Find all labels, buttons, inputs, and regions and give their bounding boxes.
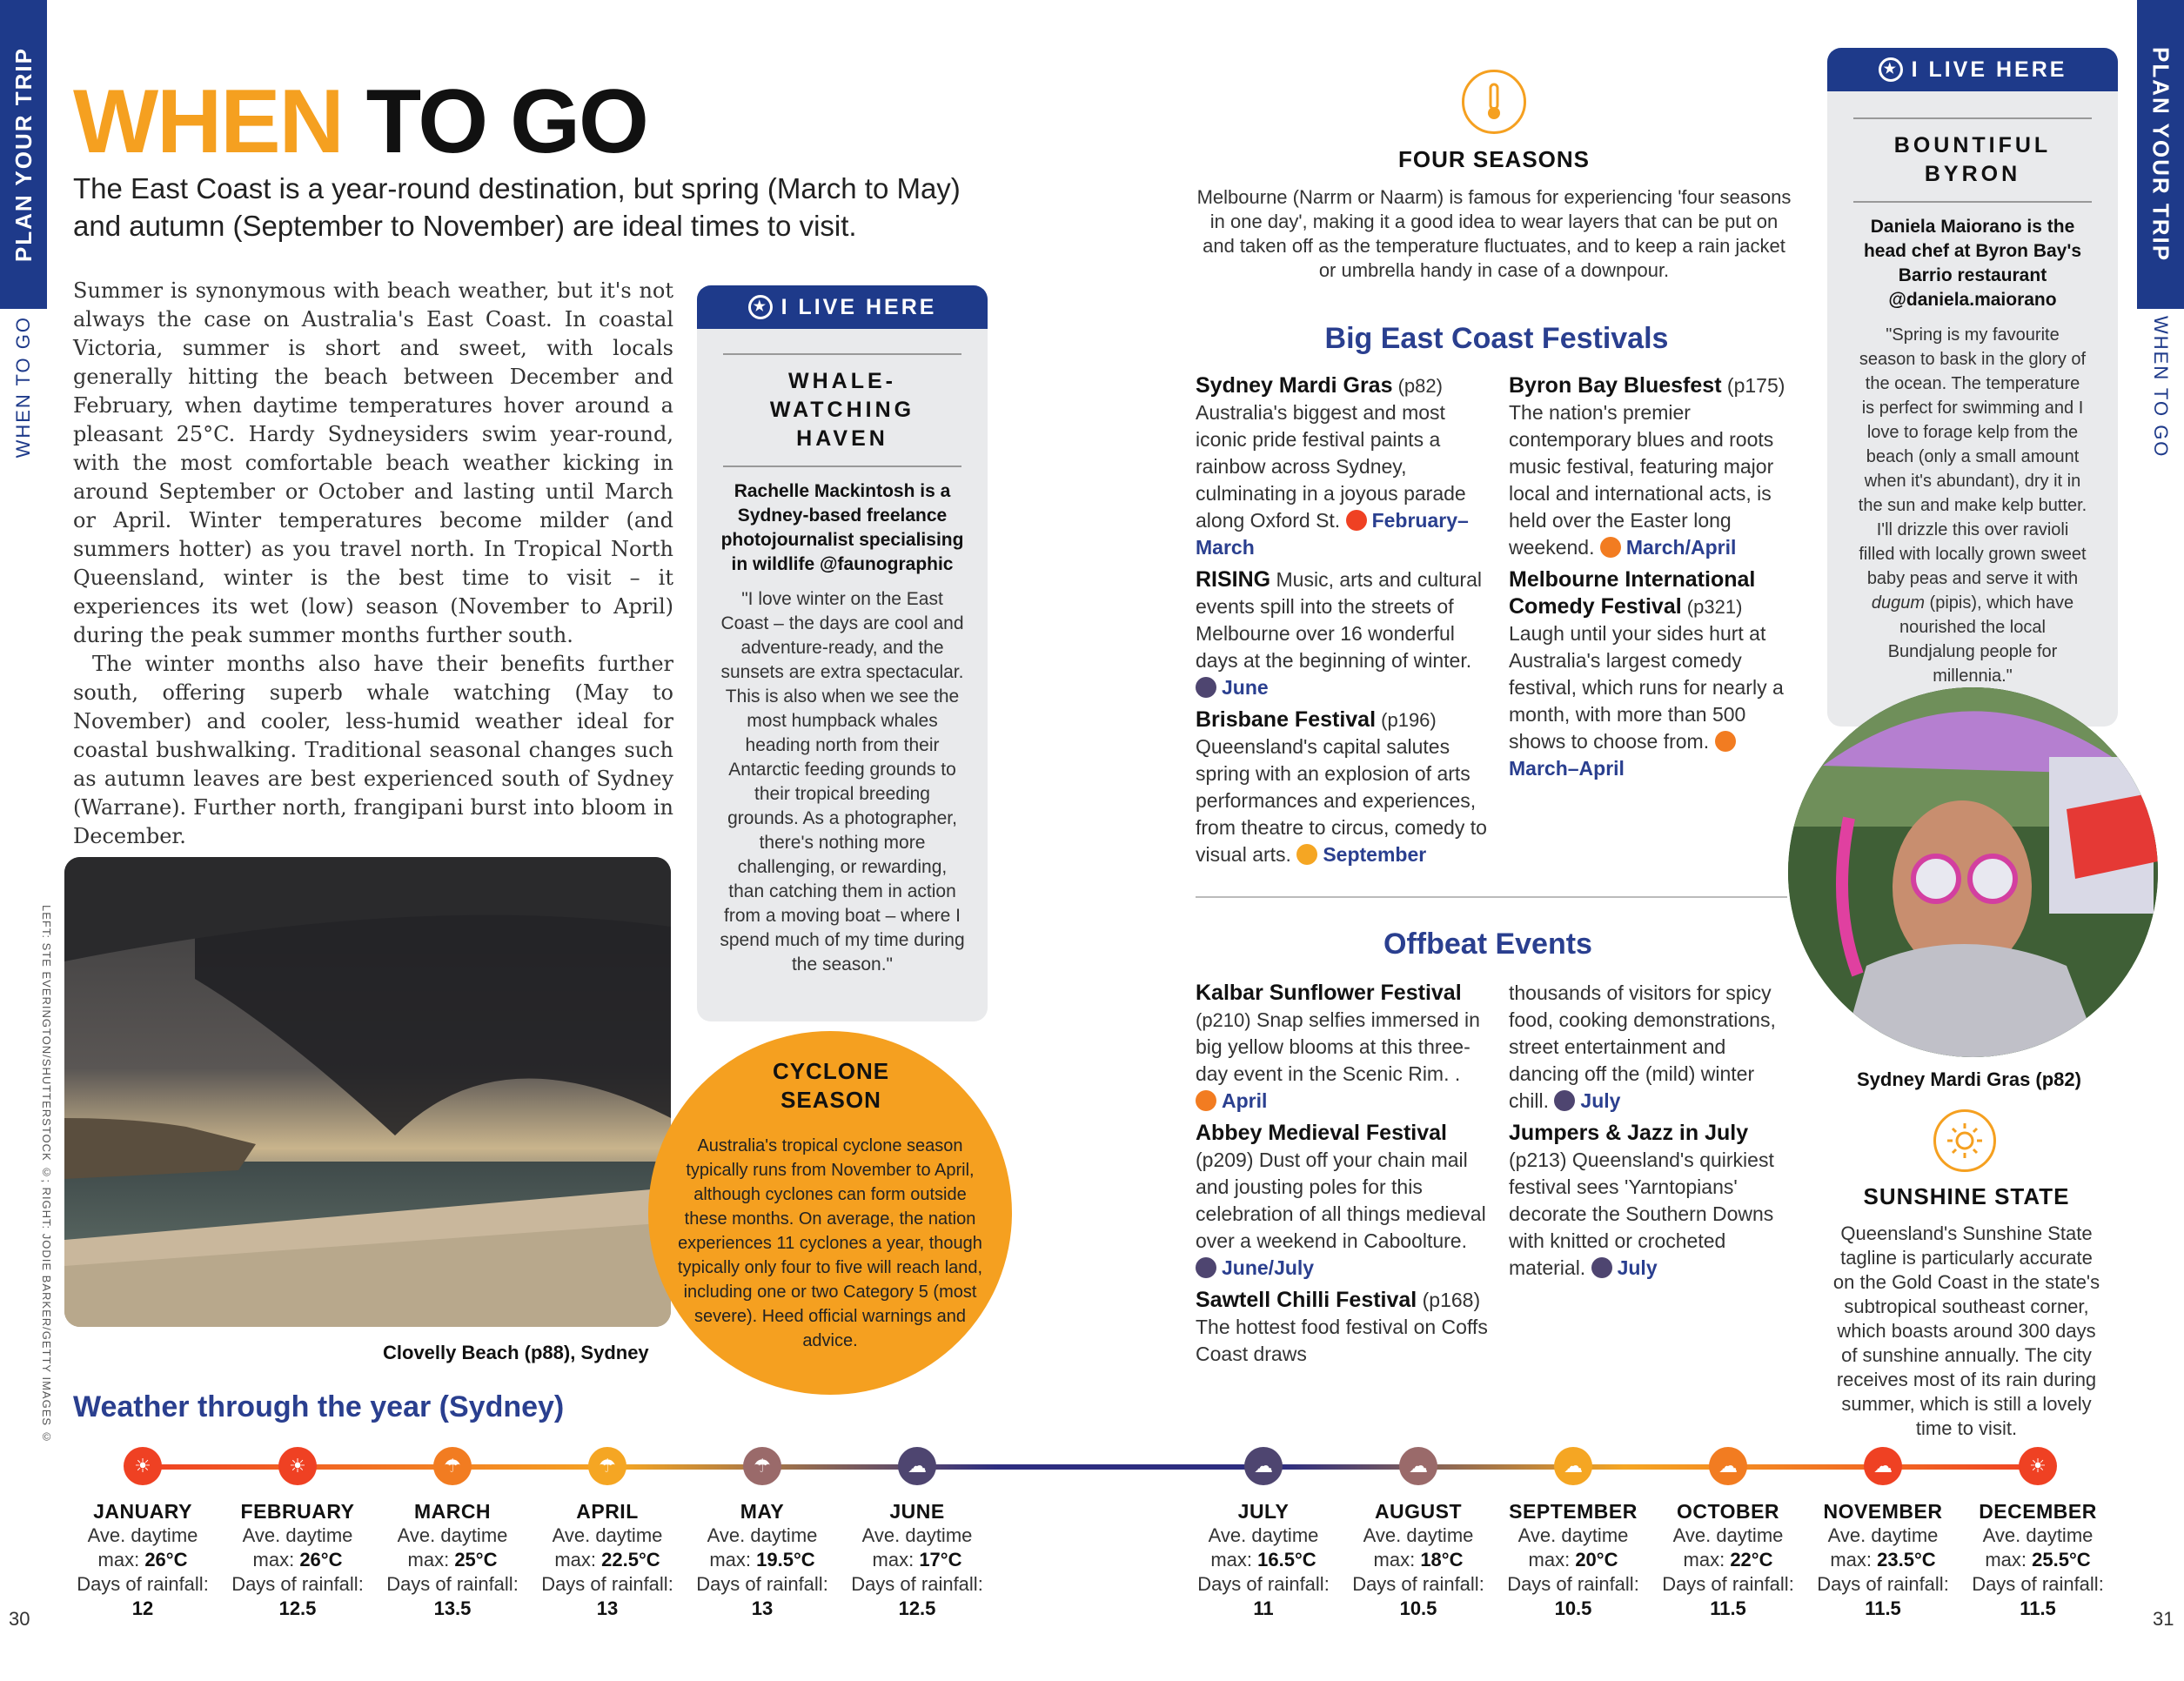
sun-hot-icon: ☀ [124, 1447, 162, 1485]
weather-month-december [1968, 1500, 2107, 1621]
month-name: SEPTEMBER [1509, 1500, 1638, 1523]
festival-name: RISING [1196, 567, 1271, 592]
sun-hot-icon: ☀ [2019, 1447, 2057, 1485]
festival-name: Jumpers & Jazz in July [1509, 1121, 1749, 1145]
festivals-col-1 [1196, 372, 1491, 874]
temp-max: max: 19.5°C [709, 1549, 815, 1570]
festival-name: Abbey Medieval Festival [1196, 1121, 1448, 1145]
festival-when: March–April [1509, 757, 1625, 780]
page-number-right: 31 [2153, 1608, 2174, 1630]
rain-label: Days of rainfall: [386, 1573, 519, 1595]
i-live-here-header: ★ I LIVE HERE [697, 285, 988, 329]
sidebar-left-sub: WHEN TO GO [12, 316, 34, 459]
temp-label: Ave. daytime [242, 1524, 353, 1546]
photo-right-caption: Sydney Mardi Gras (p82) [1857, 1068, 2081, 1090]
rain-days: 11 [1253, 1597, 1274, 1619]
weather-month-november [1813, 1500, 1953, 1621]
photo-credit: LEFT: STE EVERINGTON/SHUTTERSTOCK ©; RIGHT: JODIE BARKER/GETTY IMAGES © [40, 905, 53, 1444]
festival-desc: (p209) Dust off your chain mail and jousting poles for this celebration of all things medieval over a weekend in Caboolture. [1196, 1149, 1486, 1252]
cloud-sun-icon: ☁ [1554, 1447, 1592, 1485]
rain-days: 12 [131, 1597, 154, 1619]
festival-name: Melbourne International Comedy Festival [1509, 567, 1756, 619]
weather-month-april [538, 1500, 677, 1621]
cloud-moon-icon: ☁ [898, 1447, 936, 1485]
festival-desc: Laugh until your sides hurt at Australia's largest comedy festival, which runs for nearly a month, with more than 500 shows to choose from. [1509, 622, 1784, 753]
festival-desc: Snap selfies immersed in big yellow blooms at this three-day event in the Scenic Rim. . [1196, 1008, 1480, 1085]
offbeat-col-1 [1196, 980, 1491, 1373]
cyclone-title: CYCLONE SEASON [772, 1058, 890, 1113]
festival-name: Kalbar Sunflower Festival [1196, 981, 1462, 1005]
offbeat-heading: Offbeat Events [1383, 928, 1592, 961]
sun-mild-icon [1715, 731, 1736, 752]
photo-clovelly-beach [64, 857, 671, 1327]
rain-days: 11.5 [2020, 1597, 2056, 1619]
weather-month-march [383, 1500, 522, 1621]
cloud-moon-icon [1196, 1257, 1216, 1278]
i-live-here-quote: "I love winter on the East Coast – the days are cool and adventure-ready, and the sunsets are extra spectacular. This is also when we see the most humpback whales heading north from their Antarctic feeding grounds to their tropical breeding grounds. As a photographer, there's nothing more challenging, or rewarding, than catching them in action from a moving boat – where I spend much of my time during the season." [720, 589, 965, 974]
weather-heading: Weather through the year (Sydney) [73, 1390, 565, 1423]
temp-label: Ave. daytime [87, 1524, 198, 1546]
month-name: FEBRUARY [240, 1500, 355, 1523]
festival-when: June [1222, 676, 1269, 699]
sidebar-left-tab [0, 0, 47, 309]
festival-desc: (p168) The hottest food festival on Coffs Coast draws [1196, 1289, 1488, 1365]
rain-days: 13 [596, 1597, 619, 1619]
divider [1196, 896, 1787, 898]
festival-when: April [1222, 1089, 1268, 1112]
rain-days: 11.5 [1710, 1597, 1746, 1619]
rain-days: 13.5 [433, 1597, 472, 1619]
festival-entry [1196, 1287, 1491, 1368]
festival-desc: Australia's biggest and most iconic pride festival paints a rainbow across Sydney, culminating in a joyous parade along Oxford St. [1196, 401, 1466, 532]
temp-label: Ave. daytime [1363, 1524, 1474, 1546]
rain-label: Days of rainfall: [77, 1573, 209, 1595]
month-name: DECEMBER [1979, 1500, 2097, 1523]
month-name: OCTOBER [1676, 1500, 1780, 1523]
i-live-here-header-2: ★ I LIVE HERE [1827, 48, 2118, 91]
intro-text: The East Coast is a year-round destination, but spring (March to May) and autumn (September to November) are ideal times to visit. [73, 172, 961, 242]
sidebar-right-sub: WHEN TO GO [2150, 316, 2172, 459]
month-name: JANUARY [93, 1500, 192, 1523]
sun-hot-icon [1346, 510, 1367, 531]
offbeat-col-2 [1509, 980, 1787, 1287]
four-seasons-title: FOUR SEASONS [1397, 146, 1591, 172]
festival-when: June/July [1222, 1256, 1315, 1279]
temp-max: max: 23.5°C [1830, 1549, 1936, 1570]
sun-rain-icon: ☂ [588, 1447, 626, 1485]
weather-month-july [1194, 1500, 1333, 1621]
festival-name: Sydney Mardi Gras [1196, 373, 1393, 398]
rain-label: Days of rainfall: [1352, 1573, 1484, 1595]
i-live-here-author-2: Daniela Maiorano is the head chef at Byron Bay's Barrio restaurant @daniela.maiorano [1863, 217, 2082, 310]
festivals-col-2 [1509, 372, 1787, 787]
temp-label: Ave. daytime [861, 1524, 973, 1546]
festival-desc: (p175) The nation's premier contemporary blues and roots music festival, featuring major local and international acts, is held over the Easter long weekend. [1509, 374, 1785, 559]
festival-entry [1196, 372, 1491, 561]
body-text [73, 277, 673, 851]
weather-month-may [693, 1500, 832, 1621]
thermometer-icon [1462, 70, 1526, 134]
weather-month-september [1504, 1500, 1643, 1621]
temp-label: Ave. daytime [1827, 1524, 1939, 1546]
cloud-moon-icon [1196, 677, 1216, 698]
festival-when: July [1617, 1256, 1658, 1279]
festival-name: Byron Bay Bluesfest [1509, 373, 1722, 398]
four-seasons-text: Melbourne (Narrm or Naarm) is famous for experiencing 'four seasons in one day', making it a good idea to wear layers that can be put on and taken off as the temperature fluctuates, and to keep a rain jacket or umbrella handy in case of a downpour. [1196, 186, 1792, 281]
mardi-gras-image [1788, 687, 2158, 1057]
sun-hot-icon: ☀ [278, 1447, 317, 1485]
rain-label: Days of rainfall: [1972, 1573, 2104, 1595]
temp-max: max: 25.5°C [1985, 1549, 2091, 1570]
temp-label: Ave. daytime [552, 1524, 663, 1546]
sun-mild-icon [1600, 537, 1621, 558]
temp-label: Ave. daytime [1982, 1524, 2094, 1546]
month-name: JULY [1237, 1500, 1290, 1523]
month-name: NOVEMBER [1823, 1500, 1943, 1523]
rain-days: 10.5 [1399, 1597, 1437, 1619]
cloud-rain-icon: ☂ [743, 1447, 781, 1485]
cloud-moon-icon [1591, 1257, 1612, 1278]
temp-max: max: 25°C [407, 1549, 498, 1570]
sidebar-left-section: PLAN YOUR TRIP [10, 46, 37, 263]
festival-entry [1509, 980, 1787, 1115]
rain-days: 11.5 [1865, 1597, 1901, 1619]
festival-entry [1196, 1120, 1491, 1282]
weather-month-june [847, 1500, 987, 1621]
temp-max: max: 20°C [1528, 1549, 1618, 1570]
festival-entry [1509, 566, 1787, 782]
temp-max: max: 26°C [252, 1549, 343, 1570]
festival-when: March/April [1625, 536, 1737, 559]
festival-entry [1196, 707, 1491, 868]
festival-desc: Queensland's capital salutes spring with an explosion of arts performances and experiences, from theatre to circus, comedy to visual arts. [1196, 735, 1487, 866]
temp-max: max: 26°C [97, 1549, 188, 1570]
rain-days: 12.5 [898, 1597, 936, 1619]
page-title: WHEN TO GO [73, 71, 647, 172]
month-name: AUGUST [1374, 1500, 1463, 1523]
temp-max: max: 18°C [1373, 1549, 1464, 1570]
cyclone-text: Australia's tropical cyclone season typically runs from November to April, although cyclones can form outside these months. On average, the nation experiences 11 cyclones a year, though typically only four to five will reach land, including one or two Category 5 (most severe). Heed official warnings and advice. [677, 1136, 983, 1350]
rain-label: Days of rainfall: [1507, 1573, 1639, 1595]
i-live-here-title-2: BOUNTIFUL BYRON [1893, 133, 2052, 186]
festival-entry [1509, 372, 1787, 561]
body-paragraph-2: The winter months also have their benefits further south, offering superb whale watching (May to November) and cooler, less-humid weather ideal for coastal bushwalking. Traditional seasonal changes such as autumn leaves are best experienced south of Sydney (Warrane). Further north, frangipani burst into bloom in December. [73, 652, 673, 848]
body-paragraph-1: Summer is synonymous with beach weather, but it's not always the case on Australia's East Coast. In coastal Victoria, summer is short and sweet, with locals generally hitting the beach between December and February, when daytime temperatures hover around a pleasant 25°C. Hardy Sydneysiders swim year-round, with the most comfortable beach weather kicking in around September or October and lasting until March or April. Winter temperatures become milder (and summers hotter) as you travel north. In Tropical North Queensland, winter is the best time to visit – it experiences its wet (low) season (November to April) during the peak summer months further south. [73, 278, 673, 647]
festival-when: February–March [1196, 509, 1469, 559]
festival-ref: (p321) [1681, 596, 1743, 618]
rain-days: 13 [751, 1597, 774, 1619]
festival-ref: (p196) [1376, 709, 1437, 731]
cloud-sun-icon: ☁ [1864, 1447, 1902, 1485]
sidebar-right-tab [2137, 0, 2184, 309]
festival-when: September [1323, 843, 1427, 866]
temp-label: Ave. daytime [1208, 1524, 1319, 1546]
temp-label: Ave. daytime [397, 1524, 508, 1546]
temp-max: max: 16.5°C [1210, 1549, 1316, 1570]
sun-rain-icon: ☂ [433, 1447, 472, 1485]
festival-name: Sawtell Chilli Festival [1196, 1288, 1417, 1312]
weather-timeline [0, 1432, 2184, 1502]
month-name: MARCH [413, 1500, 492, 1523]
festival-entry [1196, 566, 1491, 701]
festival-desc: Music, arts and cultural events spill into the streets of Melbourne over 16 wonderful days at the beginning of winter. [1196, 568, 1482, 672]
festival-entry [1509, 1120, 1787, 1282]
rain-days: 10.5 [1554, 1597, 1592, 1619]
page-number-left: 30 [9, 1608, 30, 1630]
temp-label: Ave. daytime [707, 1524, 818, 1546]
festivals-heading: Big East Coast Festivals [1324, 322, 1669, 355]
weather-month-february [228, 1500, 367, 1621]
month-name: MAY [740, 1500, 785, 1523]
i-live-here-box-byron [1827, 48, 2118, 727]
temp-max: max: 22.5°C [554, 1549, 660, 1570]
sun-mild-icon [1196, 1090, 1216, 1111]
i-live-here-author: Rachelle Mackintosh is a Sydney-based freelance photojournalist specialising in wildlife @faunographic [720, 481, 964, 574]
festival-ref: (p210) [1196, 1009, 1251, 1031]
sidebar-right-section: PLAN YOUR TRIP [2147, 46, 2174, 263]
rain-label: Days of rainfall: [1197, 1573, 1330, 1595]
sun-warm-icon [1296, 844, 1317, 865]
rain-label: Days of rainfall: [231, 1573, 364, 1595]
festival-desc: thousands of visitors for spicy food, cooking demonstrations, street entertainment and dancing off the (mild) winter chill. [1509, 981, 1776, 1112]
rain-label: Days of rainfall: [541, 1573, 673, 1595]
month-name: APRIL [576, 1500, 639, 1523]
sunshine-text: Queensland's Sunshine State tagline is particularly accurate on the Gold Coast in the state's subtropical southeast corner, which boasts around 300 days of sunshine annually. The city receives most of its rain during summer, which is still a lovely time to visit. [1832, 1222, 2100, 1439]
festival-name: Brisbane Festival [1196, 707, 1377, 732]
cloud-moon-icon [1554, 1090, 1575, 1111]
temp-max: max: 22°C [1683, 1549, 1773, 1570]
storm-beach-image [64, 857, 671, 1327]
rain-days: 12.5 [278, 1597, 317, 1619]
rain-label: Days of rainfall: [1817, 1573, 1949, 1595]
rain-label: Days of rainfall: [851, 1573, 983, 1595]
cloud-sun-icon: ☁ [1399, 1447, 1437, 1485]
i-live-here-quote-2: "Spring is my favourite season to bask in the glory of the ocean. The temperature is perfect for swimming and I love to forage kelp from the beach (only a small amount when it's abundant), dry it in the sun and make kelp butter. I'll drizzle this over ravioli filled with locally grown sweet baby peas and serve it with dugum (pipis), which have nourished the local Bundjalung people for millennia." [1858, 325, 2087, 686]
weather-month-october [1658, 1500, 1798, 1621]
badge-icon: ★ [748, 295, 773, 319]
rain-label: Days of rainfall: [1662, 1573, 1794, 1595]
badge-icon-2: ★ [1879, 57, 1903, 82]
weather-month-august [1349, 1500, 1488, 1621]
festival-desc: (p213) Queensland's quirkiest festival sees 'Yarntopians' decorate the Southern Downs with knitted or crocheted material. [1509, 1149, 1774, 1279]
cyclone-season-circle [648, 1031, 1012, 1395]
festival-ref: (p82) [1392, 375, 1443, 397]
festival-entry [1196, 980, 1491, 1115]
photo-sydney-mardi-gras [1788, 687, 2158, 1057]
temp-label: Ave. daytime [1672, 1524, 1784, 1546]
rain-label: Days of rainfall: [696, 1573, 828, 1595]
cloud-sun-icon: ☁ [1709, 1447, 1747, 1485]
photo-left-caption: Clovelly Beach (p88), Sydney [383, 1342, 649, 1363]
sun-icon [1933, 1109, 1996, 1172]
sunshine-title: SUNSHINE STATE [1863, 1183, 2070, 1209]
temp-label: Ave. daytime [1517, 1524, 1629, 1546]
cloud-moon-icon: ☁ [1244, 1447, 1283, 1485]
month-name: JUNE [889, 1500, 945, 1523]
festival-when: July [1580, 1089, 1621, 1112]
weather-month-january [73, 1500, 212, 1621]
temp-max: max: 17°C [872, 1549, 962, 1570]
i-live-here-box-whale [697, 285, 988, 1021]
i-live-here-title: WHALE-WATCHING HAVEN [769, 369, 915, 451]
